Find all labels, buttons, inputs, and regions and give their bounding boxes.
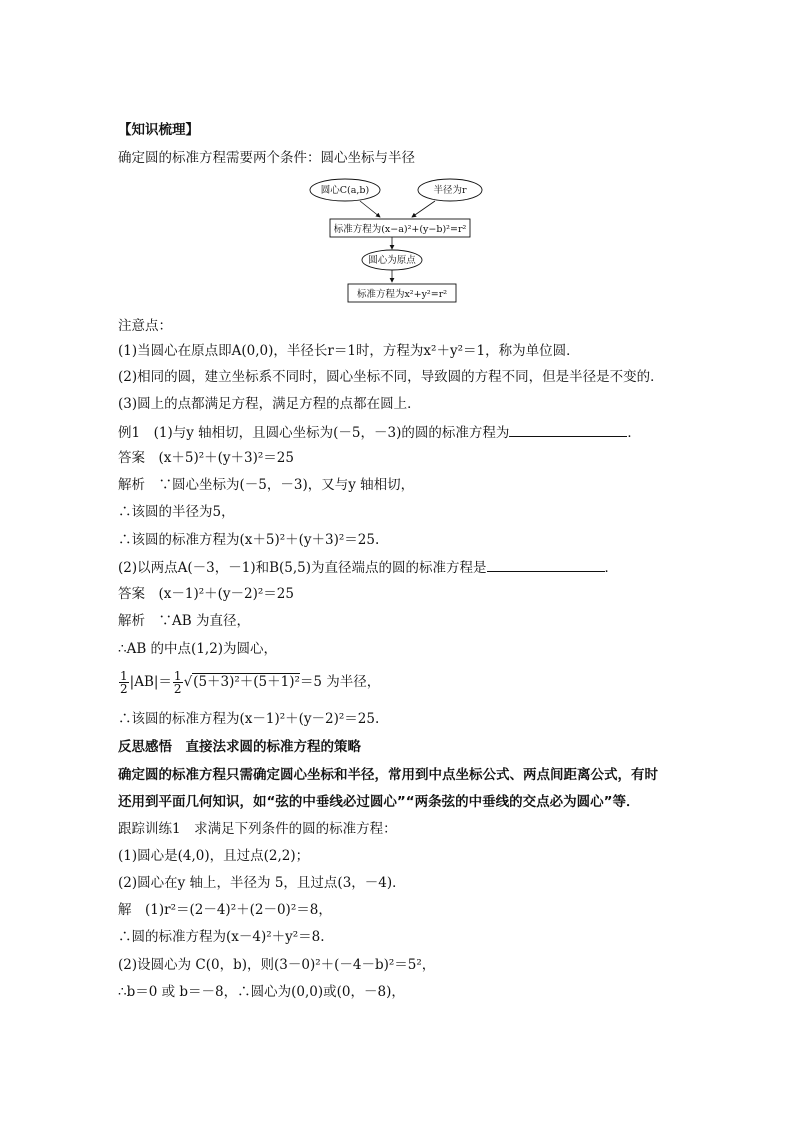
half-fraction-1: $\frac{1}{2}$ — [120, 669, 128, 696]
half-fraction-2: $\frac{1}{2}$ — [173, 669, 182, 696]
answer-blank-1 — [509, 423, 627, 437]
radius-label: 半径为r — [433, 185, 467, 196]
example1-q2-text: (2)以两点A(－3，－1)和B(5,5)为直径端点的圆的标准方程是 — [118, 560, 487, 576]
ab-abs: |AB|＝ — [129, 674, 172, 690]
example1-q1-text: 例1 (1)与y 轴相切，且圆心坐标为(－5，－3)的圆的标准方程为 — [118, 425, 510, 441]
note-item-3: (3)圆上的点都满足方程，满足方程的点都在圆上． — [118, 396, 421, 412]
training-solution-2: ∴圆的标准方程为(x－4)²＋y²＝8. — [118, 929, 325, 945]
answer-blank-2 — [487, 558, 605, 572]
radius-text: ＝5 为半径， — [299, 674, 381, 690]
example1-question-1 — [118, 423, 641, 442]
example1-solution-2-line4: ∴该圆的标准方程为(x－1)²＋(y－2)²＝25. — [118, 711, 380, 727]
training-solution-3: (2)设圆心为 C(0，b)，则(3－0)²＋(－4－b)²＝5²， — [118, 957, 436, 973]
origin-label: 圆心为原点 — [368, 255, 416, 266]
training-question-1: (1)圆心是(4,0)，且过点(2,2)； — [118, 848, 310, 864]
note-item-1: (1)当圆心在原点即A(0,0)，半径长r＝1时，方程为x²＋y²＝1，称为单位圆． — [118, 343, 580, 359]
notes-title: 注意点： — [118, 318, 172, 334]
training-solution-1: 解 (1)r²＝(2－4)²＋(2－0)²＝8， — [118, 902, 332, 918]
example1-solution-1-line3: ∴该圆的标准方程为(x＋5)²＋(y＋3)²＝25. — [118, 532, 380, 548]
example1-solution-1-line2: ∴该圆的半径为5， — [118, 504, 235, 520]
example1-solution-1-line1: 解析 ∵圆心坐标为(－5，－3)，又与y 轴相切， — [118, 477, 415, 493]
arrow-radius-to-eq — [412, 201, 435, 217]
arrow-center-to-eq — [360, 201, 380, 217]
sqrt-sign: √ — [183, 674, 193, 690]
example1-solution-2-line2: ∴AB 的中点(1,2)为圆心， — [118, 641, 278, 657]
note-item-2: (2)相同的圆，建立坐标系不同时，圆心坐标不同，导致圆的方程不同，但是半径是不变的． — [118, 369, 664, 385]
example1-solution-2-line3 — [118, 670, 380, 695]
example1-answer-1: 答案 (x＋5)²＋(y＋3)²＝25 — [118, 450, 294, 466]
center-label: 圆心C(a,b) — [320, 185, 370, 196]
sqrt-expression: (5＋3)²＋(5＋1)² — [193, 674, 300, 690]
reflection-line-1: 确定圆的标准方程只需确定圆心坐标和半径，常用到中点坐标公式、两点间距离公式，有时 — [118, 767, 658, 783]
example1-answer-2: 答案 (x－1)²＋(y－2)²＝25 — [118, 586, 294, 602]
example1-solution-2-line1: 解析 ∵AB 为直径， — [118, 613, 250, 629]
flow-diagram — [300, 178, 490, 308]
reflection-title: 反思感悟 直接法求圆的标准方程的策略 — [118, 739, 361, 755]
intro-text: 确定圆的标准方程需要两个条件：圆心坐标与半径 — [118, 150, 415, 166]
training-title: 跟踪训练1 求满足下列条件的圆的标准方程： — [118, 821, 397, 837]
standard-eq-label: 标准方程为(x−a)²+(y−b)²=r² — [333, 224, 467, 235]
section-heading: 【知识梳理】 — [118, 122, 199, 138]
example1-question-2 — [118, 558, 618, 577]
example1-q2-end: ． — [604, 560, 619, 576]
reflection-line-2: 还用到平面几何知识，如“弦的中垂线必过圆心”“两条弦的中垂线的交点必为圆心”等． — [118, 794, 640, 810]
origin-eq-label: 标准方程为x²+y²=r² — [356, 289, 448, 300]
example1-q1-end: ． — [627, 425, 641, 441]
training-solution-4: ∴b＝0 或 b＝－8，∴圆心为(0,0)或(0，－8)， — [118, 984, 405, 1000]
training-question-2: (2)圆心在y 轴上，半径为 5，且过点(3，－4)． — [118, 875, 406, 891]
